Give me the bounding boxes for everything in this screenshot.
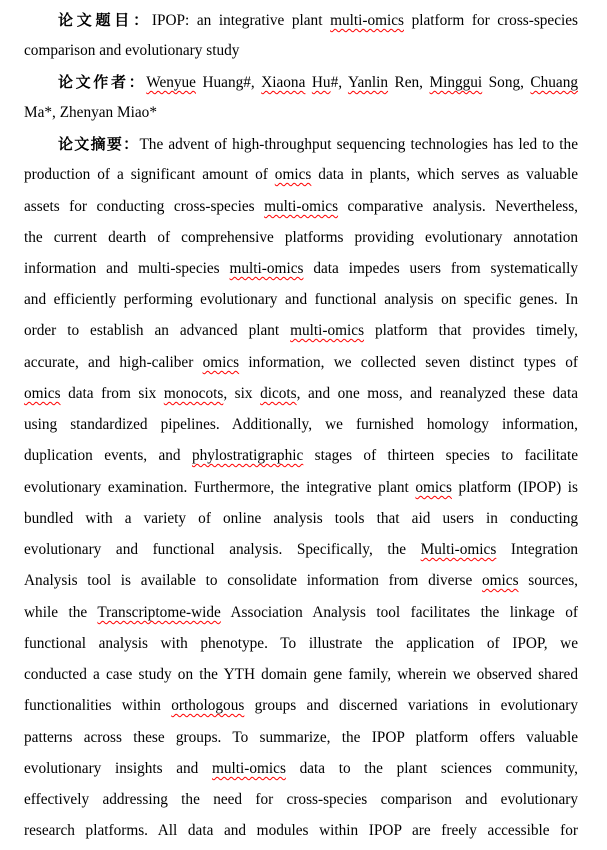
spellcheck-flag: multi-omics	[264, 198, 339, 215]
abstract-line-2: assets for conducting cross-species multi-omics comparative analysis. Nevertheless,	[24, 198, 579, 215]
abstract-line-14: Analysis tool is available to consolidate information from diverse omics sources,	[24, 572, 578, 589]
title-text-1: IPOP: an integrative plant multi-omics platform for cross-species	[151, 12, 578, 29]
abstract-line-10: duplication events, and phylostratigraphic stages of thirteen species to facilitate	[24, 447, 578, 464]
abstract-line-6: order to establish an advanced plant multi-omics platform that provides timely,	[24, 322, 578, 339]
spellcheck-flag: Multi-omics	[420, 541, 497, 558]
spellcheck-flag: omics	[482, 572, 519, 589]
spellcheck-flag: orthologous	[171, 697, 245, 714]
abstract-text-0: The advent of high-throughput sequencing technologies has led to the	[139, 136, 578, 153]
spellcheck-flag: dicots	[260, 385, 297, 402]
spellcheck-flag: omics	[24, 385, 61, 402]
abstract-line-18: functionalities within orthologous groups and discerned variations in evolutionary	[24, 697, 578, 714]
authors-line-2: Ma*, Zhenyan Miao*	[24, 104, 157, 121]
title-label: 论文题目：	[58, 11, 152, 29]
spellcheck-flag: Minggui	[429, 74, 483, 91]
abstract-line-4: information and multi-species multi-omics data impedes users from systematically	[24, 260, 578, 277]
spellcheck-flag: omics	[202, 354, 240, 371]
abstract-label: 论文摘要：	[58, 135, 140, 153]
spellcheck-flag: multi-omics	[290, 322, 365, 339]
abstract-line-1: production of a significant amount of omics data in plants, which serves as valuable	[24, 166, 578, 183]
abstract-line-9: using standardized pipelines. Additionally, we furnished homology information,	[24, 416, 578, 433]
spellcheck-flag: omics	[274, 166, 312, 183]
abstract-line-5: and efficiently performing evolutionary and functional analysis on specific genes. In	[24, 291, 578, 308]
spellcheck-flag: omics	[415, 479, 452, 496]
abstract-line-0	[58, 133, 578, 155]
spellcheck-flag: Wenyue	[146, 74, 196, 91]
abstract-line-20: evolutionary insights and multi-omics data to the plant sciences community,	[24, 760, 578, 777]
abstract-line-11: evolutionary examination. Furthermore, the integrative plant omics platform (IPOP) is	[24, 479, 578, 496]
abstract-line-21: effectively addressing the need for cross-species comparison and evolutionary	[24, 791, 578, 808]
abstract-line-22: research platforms. All data and modules within IPOP are freely accessible for	[24, 822, 578, 839]
abstract-line-12: bundled with a variety of online analysis tools that aid users in conducting	[24, 510, 578, 527]
authors-line-1	[58, 71, 578, 93]
abstract-line-19: patterns across these groups. To summarize, the IPOP platform offers valuable	[24, 729, 578, 746]
authors-text-1: Wenyue Huang#, Xiaona Hu#, Yanlin Ren, Minggui Song, Chuang	[146, 74, 579, 91]
abstract-line-8: omics data from six monocots, six dicots, and one moss, and reanalyzed these data	[24, 385, 578, 402]
spellcheck-flag: multi-omics	[330, 12, 404, 29]
title-line-1	[58, 9, 578, 31]
abstract-line-13: evolutionary and functional analysis. Specifically, the Multi-omics Integration	[24, 541, 578, 558]
abstract-line-17: conducted a case study on the YTH domain gene family, wherein we observed shared	[24, 666, 578, 683]
abstract-line-7: accurate, and high-caliber omics information, we collected seven distinct types of	[24, 354, 578, 371]
title-line-2: comparison and evolutionary study	[24, 42, 240, 59]
spellcheck-flag: multi-omics	[229, 260, 304, 277]
spellcheck-flag: Chuang	[530, 74, 579, 91]
spellcheck-flag: Yanlin	[347, 74, 389, 91]
abstract-line-16: functional analysis with phenotype. To illustrate the application of IPOP, we	[24, 635, 578, 652]
spellcheck-flag: multi-omics	[211, 760, 286, 777]
spellcheck-flag: Hu	[311, 74, 331, 91]
spellcheck-flag: Xiaona	[261, 74, 306, 91]
spellcheck-flag: phylostratigraphic	[191, 447, 304, 464]
authors-label: 论文作者：	[58, 73, 147, 91]
abstract-line-3: the current dearth of comprehensive platforms providing evolutionary annotation	[24, 229, 578, 246]
abstract-line-15: while the Transcriptome-wide Association Analysis tool facilitates the linkage of	[24, 604, 578, 621]
spellcheck-flag: monocots	[163, 385, 224, 402]
spellcheck-flag: Transcriptome-wide	[97, 604, 221, 621]
